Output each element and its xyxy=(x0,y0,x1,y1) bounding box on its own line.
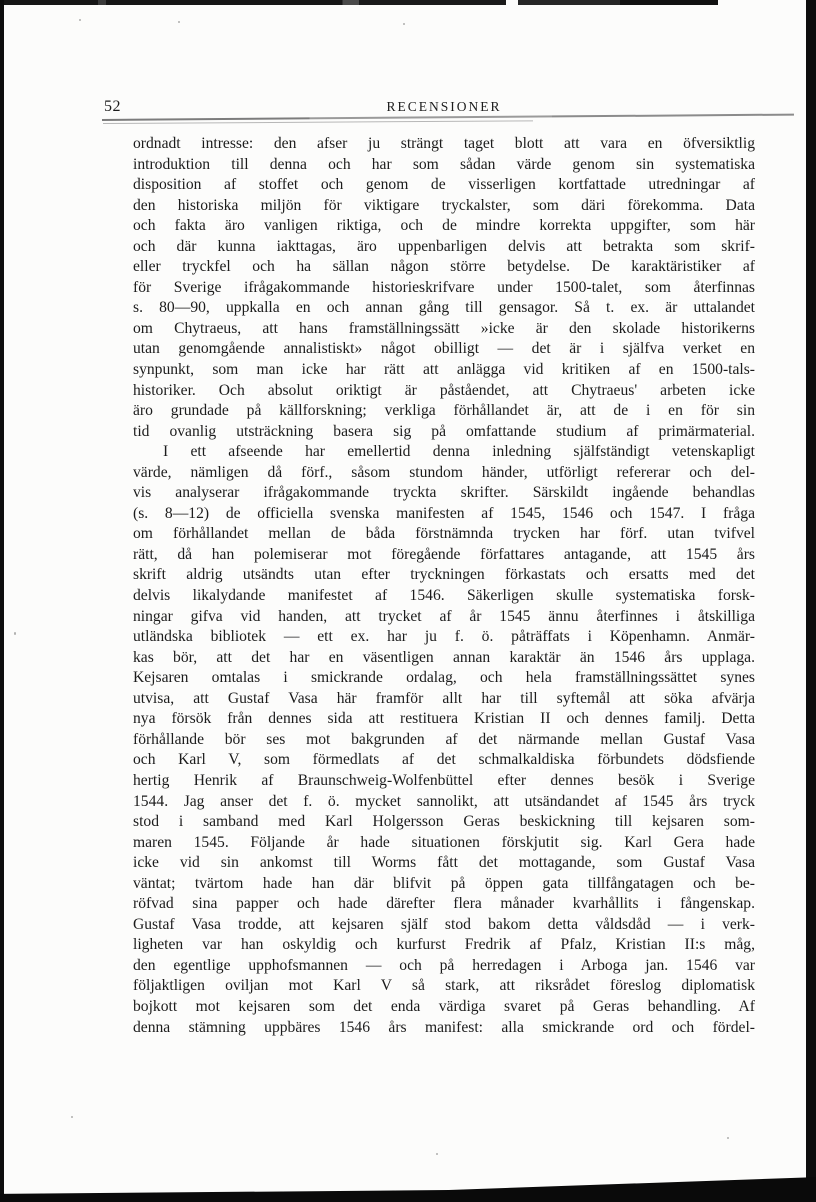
text-line: hertig Henrik af Braunschweig-Wolfenbüttel efter dennes besök i Sverige xyxy=(133,771,755,789)
body-text xyxy=(133,134,755,1038)
text-line: väntat; tvärtom hade han där blifvit på öppen gata tillfångatagen och be- xyxy=(133,874,755,892)
text-line: den historiska miljön för viktigare tryckalster, som däri förekomma. Data xyxy=(133,196,755,214)
text-line: stod i samband med Karl Holgersson Geras beskickning till kejsaren som- xyxy=(133,813,755,831)
header-rule-secondary xyxy=(103,120,533,124)
text-line: synpunkt, som man icke har rätt att anlägga vid kritiken af en 1500-tals- xyxy=(133,361,755,379)
text-line: värde, nämligen då förf., såsom stundom händer, utförligt refererar och del- xyxy=(133,463,755,481)
text-line: och där kunna iakttagas, äro uppenbarligen delvis att betrakta som skrif- xyxy=(133,237,755,255)
text-line: och fakta äro vanligen riktiga, och de mindre korrekta uppgifter, som här xyxy=(133,217,755,235)
text-line: röfvad sina papper och hade därefter flera månader kvarhållits i fångenskap. xyxy=(133,895,755,913)
text-line: vis analyserar ifrågakommande tryckta skrifter. Särskildt ingående behandlas xyxy=(133,484,755,502)
text-line: Gustaf Vasa trodde, att kejsaren själf stod bakom detta våldsdåd — i verk- xyxy=(133,915,755,933)
text-line: maren 1545. Följande år hade situationen förskjutit sig. Karl Gera hade xyxy=(133,833,755,851)
text-line: kas bör, att det har en väsentligen annan karaktär än 1546 års upplaga. xyxy=(133,648,755,666)
scan-edge-top xyxy=(0,0,816,5)
text-line: utvisa, att Gustaf Vasa här framför allt har till syftemål att söka afvärja xyxy=(133,689,755,707)
dust-speck xyxy=(14,632,16,635)
text-line: disposition af stoffet och genom de visserligen kortfattade utredningar af xyxy=(133,176,755,194)
text-line: Kejsaren omtalas i smickrande ordalag, och hela framställningssättet synes xyxy=(133,669,755,687)
text-line: bojkott mot kejsaren som det enda värdiga svaret på Geras behandling. Af xyxy=(133,997,755,1015)
text-line: eller tryckfel och ha sällan någon större betydelse. De karaktäristiker af xyxy=(133,258,755,276)
text-line: ningar gifva vid handen, att trycket af år 1545 ännu återfinnes i åtskilliga xyxy=(133,607,755,625)
dust-speck xyxy=(178,21,180,23)
text-line: för Sverige ifrågakommande historieskrifvare under 1500-talet, som återfinnas xyxy=(133,278,755,296)
text-line: om förhållandet mellan de båda förstnämnda trycken har förf. utan tvifvel xyxy=(133,525,755,543)
text-line: denna stämning uppbäres 1546 års manifest: alla smickrande ord och fördel- xyxy=(133,1018,755,1036)
text-line: ligheten var han oskyldig och kurfurst Fredrik af Pfalz, Kristian II:s måg, xyxy=(133,936,755,954)
text-line: utländska bibliotek — ett ex. har ju f. ö. påträffats i Köpenhamn. Anmär- xyxy=(133,628,755,646)
page-number: 52 xyxy=(104,98,121,115)
text-line: delvis likalydande manifestet af 1546. Säkerligen skulle systematiska forsk- xyxy=(133,587,755,605)
text-line: historiker. Och absolut oriktigt är påståendet, att Chytraeus' arbeten icke xyxy=(133,381,755,399)
scan-edge-bottom xyxy=(0,1172,816,1202)
text-line: den egentlige upphofsmannen — och på herredagen i Arboga jan. 1546 var xyxy=(133,956,755,974)
text-line: utan genomgående annalistiskt» något obilligt — det är i själfva verket en xyxy=(133,340,755,358)
text-line: 1544. Jag anser det f. ö. mycket sannolikt, att utsändandet af 1545 års tryck xyxy=(133,792,755,810)
dust-speck xyxy=(727,1137,729,1139)
text-line: icke vid sin ankomst till Worms fått det mottagande, som Gustaf Vasa xyxy=(133,854,755,872)
text-line: skrift aldrig utsändts utan efter tryckningen förkastats och ersatts med det xyxy=(133,566,755,584)
text-line: introduktion till denna och har som sådan värde genom sin systematiska xyxy=(133,155,755,173)
text-line: äro grundade på källforskning; verkliga förhållandet är, att de i en för sin xyxy=(133,402,755,420)
running-head: RECENSIONER xyxy=(386,99,502,114)
text-line: s. 80—90, uppkalla en och annan gång till gensagor. Så t. ex. är uttalandet xyxy=(133,299,755,317)
scan-edge-left xyxy=(0,0,4,1202)
text-line: (s. 8—12) de officiella svenska manifesten af 1545, 1546 och 1547. I fråga xyxy=(133,504,755,522)
text-line: rätt, då han polemiserar mot föregående författares antagande, att 1545 års xyxy=(133,545,755,563)
text-line: följaktligen oviljan mot Karl V så stark, att riksrådet föreslog diplomatisk xyxy=(133,977,755,995)
text-line: förhållande bör ses mot bakgrunden af det närmande mellan Gustaf Vasa xyxy=(133,730,755,748)
dust-speck xyxy=(71,1116,73,1118)
scan-edge-right xyxy=(806,0,816,1202)
text-line: om Chytraeus, att hans framställningssätt »icke är den skolade historikerns xyxy=(133,319,755,337)
text-line: nya försök från dennes sida att restituera Kristian II och dennes familj. Detta xyxy=(133,710,755,728)
dust-speck xyxy=(436,1153,438,1155)
dust-speck xyxy=(79,19,81,21)
text-line: I ett afseende har emellertid denna inledning själfständigt vetenskapligt xyxy=(163,443,755,461)
dust-speck xyxy=(403,23,405,25)
text-line: och Karl V, som förmedlats af det schmalkaldiska förbundets dödsfiende xyxy=(133,751,755,769)
text-line: tid ovanlig utsträckning basera sig på omfattande studium af primärmaterial. xyxy=(133,422,755,440)
text-line: ordnadt intresse: den afser ju strängt taget blott att vara en öfversiktlig xyxy=(133,135,755,152)
